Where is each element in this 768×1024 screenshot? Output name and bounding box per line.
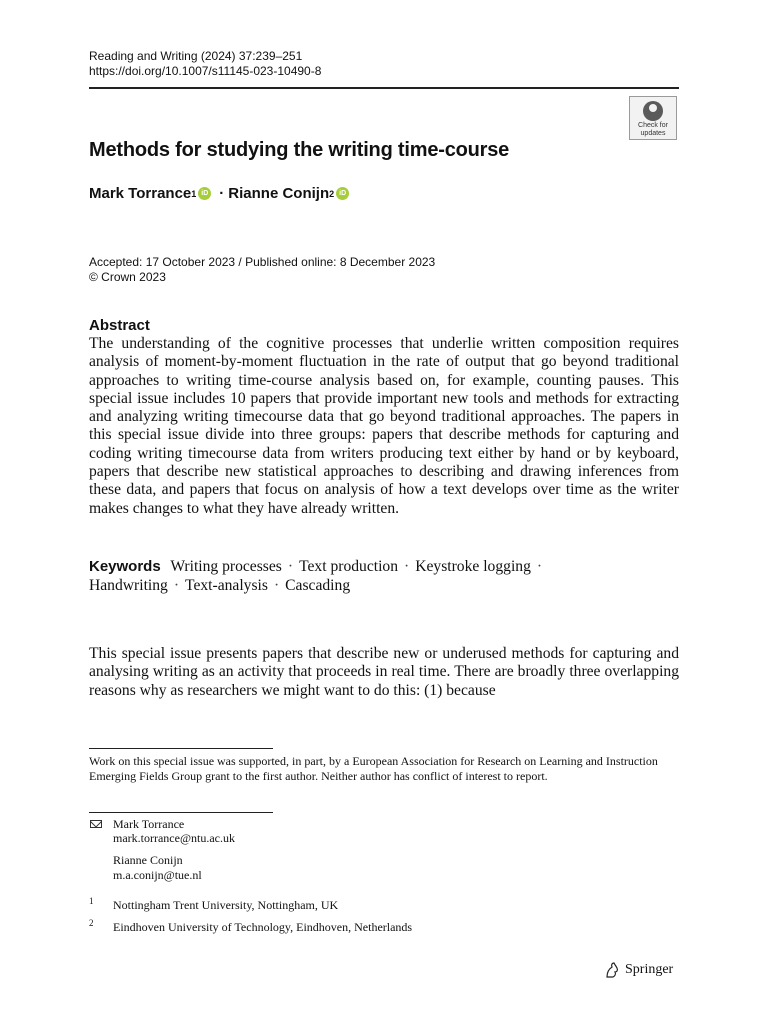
contact-divider (89, 812, 273, 813)
keyword: Handwriting (89, 577, 168, 594)
keywords-label: Keywords (89, 558, 161, 575)
keyword: Cascading (285, 577, 351, 594)
abstract-heading: Abstract (89, 317, 150, 334)
contact-email[interactable]: mark.torrance@ntu.ac.uk (113, 831, 235, 845)
author-name: Rianne Conijn (228, 185, 330, 202)
check-updates-text-2: updates (640, 130, 666, 137)
keyword: Text production (299, 558, 399, 575)
keyword: Writing processes (170, 558, 282, 575)
affiliation-text: Eindhoven University of Technology, Eindhoven, Netherlands (113, 920, 413, 934)
contact-name: Mark Torrance (113, 817, 185, 831)
keywords-block (89, 557, 679, 595)
funding-footnote: Work on this special issue was supported, in part, by a European Association for Research on Learning and Instruction Emerging Fields Group grant to the first author. Neither author has conflict of interest to report. (89, 754, 658, 783)
keyword-separator: · (536, 558, 543, 575)
intro-paragraph: This special issue presents papers that describe new or underused methods for capturing and analysing writing as an activity that proceeds in real time. There are broadly three overlapping reasons why as researchers we might want to do this: (1) because (89, 645, 679, 699)
keyword-separator: · (404, 558, 410, 575)
keyword-separator: · (173, 577, 180, 594)
journal-citation: Reading and Writing (2024) 37:239–251 (89, 49, 303, 63)
affiliation-number: 2 (89, 918, 94, 928)
publisher-logo (603, 961, 673, 979)
springer-horse-icon (603, 961, 621, 979)
affiliation-number: 1 (89, 896, 94, 906)
author-separator: · (219, 185, 225, 202)
footnote-divider (89, 748, 273, 749)
author-name: Mark Torrance (89, 185, 192, 202)
contact-email[interactable]: m.a.conijn@tue.nl (113, 868, 202, 882)
keyword-separator: · (287, 558, 294, 575)
publication-dates (89, 255, 435, 285)
header-divider (89, 87, 679, 89)
check-for-updates-badge[interactable] (629, 96, 677, 140)
envelope-icon (90, 820, 102, 828)
article-title: Methods for studying the writing time-course (89, 139, 510, 161)
doi-link[interactable]: https://doi.org/10.1007/s11145-023-10490-8 (89, 64, 322, 78)
orcid-icon[interactable]: iD (198, 187, 211, 200)
affiliation-text: Nottingham Trent University, Nottingham, UK (113, 898, 339, 912)
check-updates-text-1: Check for (638, 122, 668, 129)
orcid-icon[interactable]: iD (336, 187, 349, 200)
dates-line: Accepted: 17 October 2023 / Published online: 8 December 2023 (89, 255, 436, 269)
keyword: Text-analysis (185, 577, 268, 594)
contact-name: Rianne Conijn (113, 853, 183, 867)
publisher-name: Springer (625, 962, 674, 977)
author-list: Mark Torrance 1 iD · Rianne Conijn 2 iD (89, 185, 353, 202)
copyright-line: © Crown 2023 (89, 270, 166, 284)
keyword: Keystroke logging (415, 558, 531, 575)
keyword-separator: · (273, 577, 280, 594)
abstract-text: The understanding of the cognitive processes that underlie written composition requires analysis of moment-by-moment fluctuation in the rate of output that go beyond traditional approaches to writing time-course analysis based on, for example, counting pauses. This special issue includes 10 papers that provide important new tools and methods for extracting and analyzing writing timecourse data that go beyond traditional approaches. The papers in this special issue divide into three groups: papers that describe methods for capturing and coding writing timecourse data from writers producing text either by hand or by keyboard, papers that describe new statistical approaches to describing and drawing inferences from these data, and papers that focus on analysis of how a text develops over time as the writer makes changes to what they have already written. (89, 335, 679, 517)
check-updates-icon (643, 101, 663, 121)
